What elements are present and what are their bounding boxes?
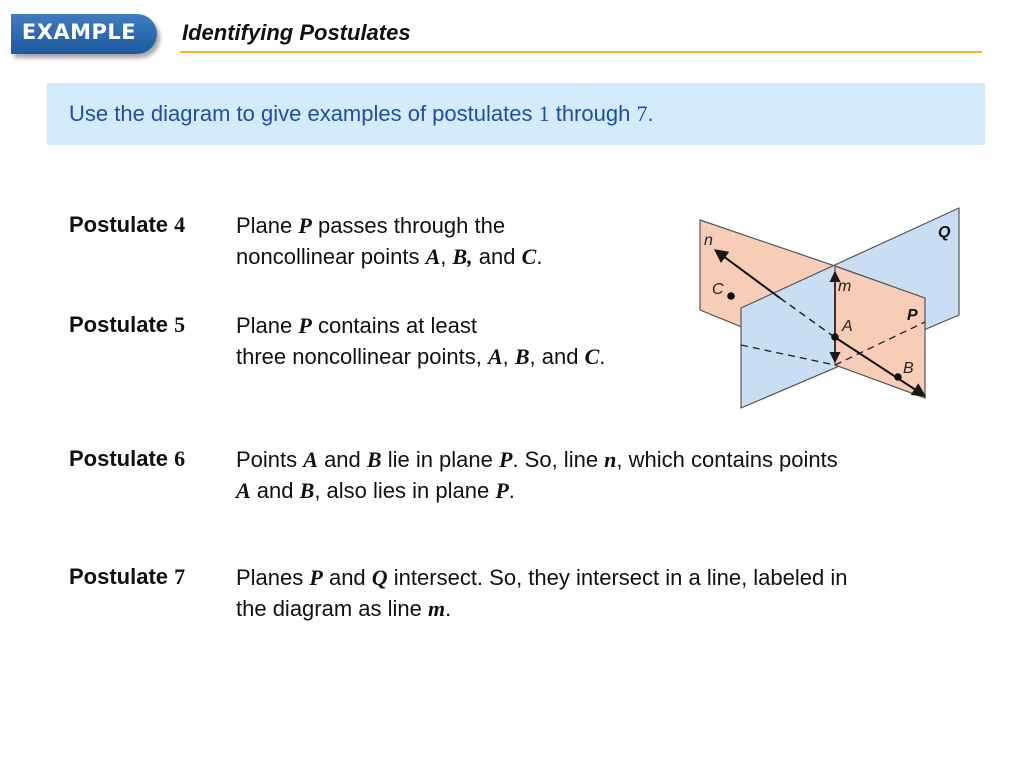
var-line-m: m — [428, 596, 446, 621]
text-run: , — [440, 244, 453, 269]
text-run: Plane — [236, 313, 299, 338]
var-plane-p: P — [309, 565, 323, 590]
text-run: . — [536, 244, 543, 269]
var-point-a: A — [236, 478, 251, 503]
postulate-6-line-2 — [236, 475, 838, 506]
text-run: . — [445, 596, 452, 621]
postulate-7-line-1 — [236, 562, 847, 593]
var-line-n: n — [604, 447, 617, 472]
text-run: , and — [529, 344, 585, 369]
text-run: and — [250, 478, 300, 503]
text-run: passes through the — [311, 213, 506, 238]
postulate-word: Postulate — [69, 312, 175, 337]
var-point-c: C — [584, 344, 600, 369]
postulate-word: Postulate — [69, 446, 175, 471]
var-point-a: A — [303, 447, 318, 472]
var-plane-p: P — [495, 478, 509, 503]
postulate-number: 5 — [174, 312, 186, 337]
text-run: . — [508, 478, 515, 503]
instruction-box — [47, 83, 985, 145]
postulate-7-line-2 — [236, 593, 847, 624]
example-badge-label: EXAMPLE — [21, 20, 137, 44]
var-plane-p: P — [298, 313, 312, 338]
title-underline — [180, 51, 982, 53]
point-b — [894, 373, 902, 381]
var-plane-q: Q — [371, 565, 388, 590]
planes-diagram — [690, 200, 980, 415]
instruction-prefix: Use the diagram to give examples of postulates — [69, 101, 539, 126]
postulate-5-label — [69, 312, 185, 338]
postulate-6-line-1 — [236, 444, 838, 475]
text-run: three noncollinear points, — [236, 344, 488, 369]
text-run: . — [599, 344, 606, 369]
text-run: noncollinear points — [236, 244, 426, 269]
postulate-4-label — [69, 212, 185, 238]
postulate-7-text — [236, 562, 847, 624]
text-run: the diagram as line — [236, 596, 428, 621]
instruction-text — [69, 101, 654, 127]
line-m-label: m — [838, 278, 852, 295]
postulate-word: Postulate — [69, 564, 175, 589]
var-point-b: B, — [452, 244, 473, 269]
instruction-suffix: . — [647, 101, 654, 126]
point-a — [831, 333, 839, 341]
text-run: and — [322, 565, 372, 590]
point-c — [727, 292, 735, 300]
plane-p-label: P — [907, 307, 918, 324]
var-plane-p: P — [499, 447, 513, 472]
instruction-number-start: 1 — [538, 101, 550, 126]
text-run: lie in plane — [381, 447, 499, 472]
var-point-b: B — [299, 478, 315, 503]
line-n-label: n — [704, 232, 713, 249]
var-point-b: B — [366, 447, 382, 472]
postulate-6-label — [69, 446, 185, 472]
text-run: Plane — [236, 213, 299, 238]
instruction-mid: through — [549, 101, 637, 126]
text-run: , also lies in plane — [314, 478, 496, 503]
text-run: Planes — [236, 565, 310, 590]
postulate-word: Postulate — [69, 212, 175, 237]
postulate-4-line-2 — [236, 241, 542, 272]
postulate-number: 4 — [174, 212, 186, 237]
var-point-c: C — [521, 244, 537, 269]
postulate-4-text — [236, 210, 542, 272]
postulate-5-text — [236, 310, 605, 372]
text-run: and — [317, 447, 367, 472]
page-title: Identifying Postulates — [182, 20, 411, 45]
text-run: intersect. So, they intersect in a line, labeled in — [387, 565, 848, 590]
postulate-5-line-2 — [236, 341, 605, 372]
instruction-number-end: 7 — [636, 101, 648, 126]
var-point-a: A — [487, 344, 503, 369]
var-plane-p: P — [298, 213, 312, 238]
text-run: , — [502, 344, 515, 369]
text-run: , which contains points — [616, 447, 838, 472]
var-point-b: B — [514, 344, 530, 369]
postulate-7-label — [69, 564, 185, 590]
postulate-4-line-1 — [236, 210, 542, 241]
text-run: Points — [236, 447, 304, 472]
plane-q-label: Q — [938, 224, 951, 241]
text-run: . So, line — [512, 447, 605, 472]
postulate-number: 6 — [174, 446, 186, 471]
point-c-label: C — [712, 281, 724, 298]
postulate-5-line-1 — [236, 310, 605, 341]
point-b-label: B — [903, 360, 914, 377]
text-run: and — [472, 244, 522, 269]
postulate-6-text — [236, 444, 838, 506]
example-badge — [11, 14, 157, 54]
postulate-number: 7 — [174, 564, 186, 589]
point-a-label: A — [842, 318, 853, 335]
text-run: contains at least — [311, 313, 477, 338]
var-point-a: A — [425, 244, 441, 269]
